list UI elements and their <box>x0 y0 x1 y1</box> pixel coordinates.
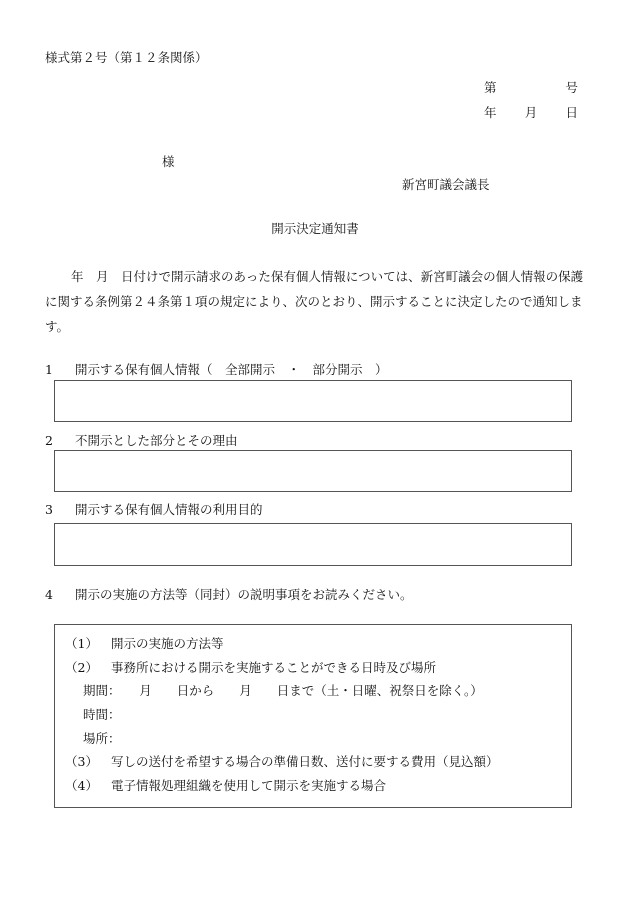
section-label: 開示の実施の方法等（同封）の説明事項をお読みください。 <box>74 587 413 602</box>
number-suffix: 号 <box>565 80 578 95</box>
date-month: 月 <box>524 105 538 120</box>
method-item-3 <box>65 752 499 770</box>
document-number <box>484 78 578 96</box>
section-2-heading <box>45 431 238 449</box>
section-number: 1 <box>45 362 53 377</box>
method-item-number: （4） <box>65 778 98 793</box>
period-line: 期間： 月 日から 月 日まで（土・日曜、祝祭日を除く。） <box>83 683 483 698</box>
notice-text: 年 月 日付けで開示請求のあった保有個人情報については、新宮町議会の個人情報の保護に関する条例第２４条第１項の規定により、次のとおり、開示することに決定したので通知します。 <box>45 269 584 334</box>
method-item-number: （3） <box>65 754 98 769</box>
section-label: 開示する保有個人情報の利用目的 <box>74 502 263 517</box>
section-4-heading <box>45 585 413 603</box>
section-3-field[interactable] <box>54 523 572 566</box>
section-number: 3 <box>45 502 53 517</box>
method-item-text: 写しの送付を希望する場合の準備日数、送付に要する費用（見込額） <box>111 754 499 769</box>
method-item-4 <box>65 776 386 794</box>
method-item-text: 事務所における開示を実施することができる日時及び場所 <box>111 660 437 675</box>
body-paragraph <box>45 264 590 339</box>
method-item-text: 電子情報処理組織を使用して開示を実施する場合 <box>111 778 387 793</box>
document-date <box>484 103 578 121</box>
method-item-text: 開示の実施の方法等 <box>111 636 224 651</box>
section-3-heading <box>45 500 263 518</box>
section-number: 4 <box>45 587 53 602</box>
method-item-1 <box>65 634 224 652</box>
section-label: 開示する保有個人情報（ 全部開示 ・ 部分開示 ） <box>74 362 388 377</box>
place-line: 場所： <box>83 731 121 746</box>
method-item-number: （2） <box>65 660 98 675</box>
section-2-field[interactable] <box>54 450 572 492</box>
sender: 新宮町議会議長 <box>402 177 490 192</box>
date-year: 年 <box>484 105 497 120</box>
form-label: 様式第２号（第１２条関係） <box>45 50 208 65</box>
section-label: 不開示とした部分とその理由 <box>74 433 238 448</box>
section-number: 2 <box>45 433 53 448</box>
page-title: 開示決定通知書 <box>271 221 359 236</box>
time-line: 時間： <box>83 707 121 722</box>
method-item-number: （1） <box>65 636 98 651</box>
section-1-field[interactable] <box>54 380 572 422</box>
method-item-2 <box>65 658 436 676</box>
addressee: 様 <box>162 154 175 169</box>
date-day: 日 <box>565 105 578 120</box>
method-box <box>54 624 572 808</box>
section-1-heading <box>45 360 388 378</box>
number-prefix: 第 <box>484 80 497 95</box>
